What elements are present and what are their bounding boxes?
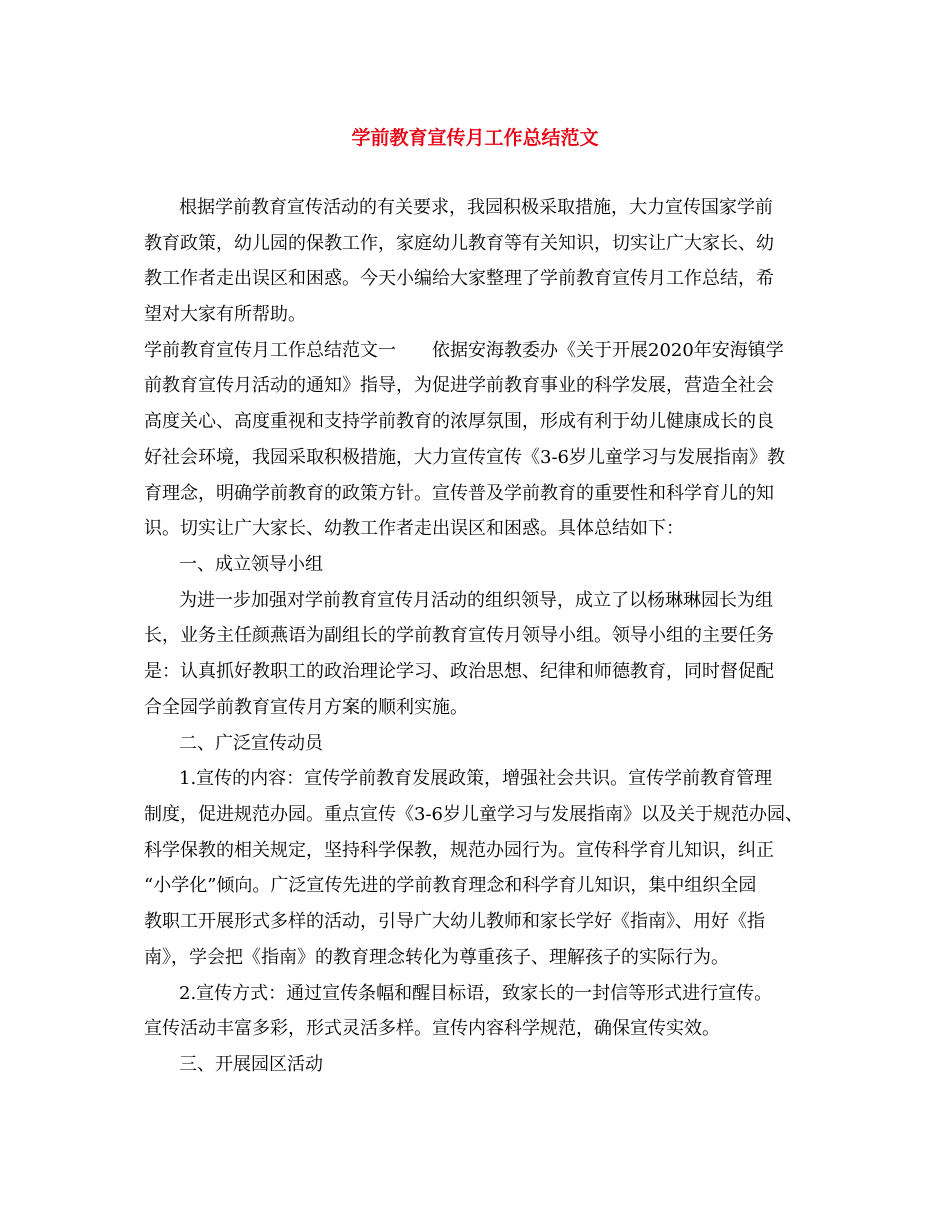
body-line-9: 育理念，明确学前教育的政策方针。宣传普及学前教育的重要性和科学育儿的知	[144, 483, 774, 504]
body-line-6: 前教育宣传月活动的通知》指导，为促进学前教育事业的科学发展，营造全社会	[144, 375, 774, 396]
section-heading-3: 三、开展园区活动	[179, 1054, 323, 1075]
document-title: 学前教育宣传月工作总结范文	[351, 127, 599, 149]
body-line-5: 学前教育宣传月工作总结范文一 依据安海教委办《关于开展2020年安海镇学	[144, 340, 784, 361]
intro-line-3: 教工作者走出误区和困惑。今天小编给大家整理了学前教育宣传月工作总结，希	[144, 268, 774, 289]
body-line-22: 南》，学会把《指南》的教育理念转化为尊重孩子、理解孩子的实际行为。	[144, 947, 729, 968]
body-line-24: 宣传活动丰富多彩，形式灵活多样。宣传内容科学规范，确保宣传实效。	[144, 1018, 720, 1039]
body-line-20: “小学化”倾向。广泛宣传先进的学前教育理念和科学育儿知识，集中组织全园	[144, 875, 757, 896]
section-heading-2: 二、广泛宣传动员	[179, 733, 323, 754]
section-heading-1: 一、成立领导小组	[179, 554, 323, 575]
intro-line-1: 根据学前教育宣传活动的有关要求，我园积极采取措施，大力宣传国家学前	[179, 197, 773, 218]
body-line-10: 识。切实让广大家长、幼教工作者走出误区和困惑。具体总结如下：	[144, 518, 684, 539]
body-line-13: 长，业务主任颜燕语为副组长的学前教育宣传月领导小组。领导小组的主要任务	[144, 625, 774, 646]
intro-line-2: 教育政策，幼儿园的保教工作，家庭幼儿教育等有关知识，切实让广大家长、幼	[144, 233, 774, 254]
body-line-19: 科学保教的相关规定，坚持科学保教，规范办园行为。宣传科学育儿知识，纠正	[144, 840, 774, 861]
body-line-18: 制度，促进规范办园。重点宣传《3-6岁儿童学习与发展指南》以及关于规范办园、	[144, 804, 803, 825]
body-line-7: 高度关心、高度重视和支持学前教育的浓厚氛围，形成有利于幼儿健康成长的良	[144, 411, 774, 432]
body-line-21: 教职工开展形式多样的活动，引导广大幼儿教师和家长学好《指南》、用好《指	[144, 911, 765, 932]
body-line-14: 是：认真抓好教职工的政治理论学习、政治思想、纪律和师德教育，同时督促配	[144, 661, 774, 682]
body-line-23: 2.宣传方式：通过宣传条幅和醒目标语，致家长的一封信等形式进行宣传。	[179, 983, 773, 1004]
body-line-8: 好社会环境，我园采取积极措施，大力宣传宣传《3-6岁儿童学习与发展指南》教	[144, 447, 785, 468]
body-line-17: 1.宣传的内容：宣传学前教育发展政策，增强社会共识。宣传学前教育管理	[179, 768, 773, 789]
body-line-12: 为进一步加强对学前教育宣传月活动的组织领导，成立了以杨琳琳园长为组	[179, 590, 773, 611]
body-line-15: 合全园学前教育宣传月方案的顺利实施。	[144, 697, 468, 718]
intro-line-4: 望对大家有所帮助。	[144, 304, 306, 325]
